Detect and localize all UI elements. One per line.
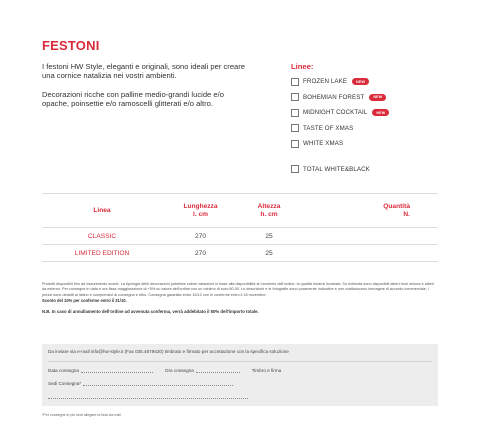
line-option-label: BOHEMIAN FOREST: [303, 93, 365, 101]
line-option-taste-of-xmas[interactable]: [291, 121, 441, 137]
cell-lunghezza: 270: [194, 249, 206, 257]
header-linea: Linea: [93, 206, 111, 214]
line-option-white-xmas[interactable]: [291, 136, 441, 152]
checkbox[interactable]: [291, 140, 299, 148]
cell-altezza: 25: [265, 249, 273, 257]
footnote: [42, 282, 438, 314]
order-form: [42, 344, 438, 406]
line-option-label: MIDNIGHT COCKTAIL: [303, 109, 368, 117]
cell-linea: LIMITED EDITION: [74, 249, 130, 257]
checkbox[interactable]: [291, 165, 299, 173]
sede-consegna-label: Sedi Consegna*: [48, 381, 82, 386]
table-row: [42, 245, 438, 262]
sede-consegna-input-extra[interactable]: [48, 394, 248, 399]
checkbox[interactable]: [291, 78, 299, 86]
divider: [48, 361, 432, 362]
page-title: FESTONI: [42, 38, 100, 53]
header-lunghezza: Lunghezza l. cm: [183, 202, 218, 218]
timbro-firma-field[interactable]: [252, 368, 281, 373]
line-option-frozen-lake[interactable]: [291, 74, 441, 90]
timbro-firma-label: Timbro e firma: [251, 368, 282, 373]
line-option-midnight-cocktail[interactable]: [291, 105, 441, 121]
new-badge: NEW: [369, 94, 386, 101]
footnote-discount: Sconto del 10% per conferme entro il 31/10.: [42, 298, 127, 304]
header-altezza: Altezza h. cm: [257, 202, 281, 218]
checkbox[interactable]: [291, 93, 299, 101]
new-badge: NEW: [372, 109, 389, 116]
line-option-label: TASTE OF XMAS: [303, 124, 354, 132]
checkbox[interactable]: [291, 109, 299, 117]
ora-consegna-input[interactable]: [196, 368, 240, 373]
cell-linea: CLASSIC: [87, 232, 117, 240]
sede-consegna-field[interactable]: [48, 381, 233, 386]
cell-lunghezza: 270: [194, 232, 206, 240]
data-consegna-label: Data consegna: [48, 368, 79, 373]
description: [42, 62, 252, 118]
table-row: [42, 228, 438, 245]
description-paragraph: I festoni HW Style, eleganti e originali, sono ideali per creare una cornice natalizia nei vostri ambienti.: [42, 62, 246, 81]
line-option-total-white-black[interactable]: [291, 162, 441, 178]
order-table: [42, 193, 438, 262]
header-quantita: Quantità N.: [383, 202, 410, 218]
line-option-bohemian-forest[interactable]: [291, 90, 441, 106]
cell-altezza: 25: [265, 232, 273, 240]
line-option-label: WHITE XMAS: [303, 140, 344, 148]
line-option-label: TOTAL WHITE&BLACK: [303, 165, 370, 173]
data-consegna-input[interactable]: [81, 368, 153, 373]
description-paragraph: Decorazioni ricche con palline medio-grandi lucide e/o opache, poinsettie e/o ramoscelli glitterati e/o altro.: [42, 89, 224, 109]
footnote-nb: N.B. In caso di annullamento dell'ordine ad avvenuta conferma, verrà addebitato il 50% dell'importo totale.: [42, 308, 259, 314]
data-consegna-field[interactable]: [48, 368, 153, 373]
footnote-text: Prodotti disponibili fino ad esaurimento scorte. La tipologia delle decorazioni potrebbe subire variazioni in base alla disponibilità al momento dell'ordine, la qualità rimarrà invariata. Su richiesta sono disponibili alberi fuori misura e alberi da esterno. Per consegne in data e ora fissa maggiorazione di +5% su valore dell'ordine con un minimo di euro 80,00. Le descrizioni e le fotografie sono puramente indicative e non costituiscono immagine di accordo commerciale, i prezzi sono dedotti al listino e comprensivi di consegna e ritiro. Consegna garantita entro 15/12 con le conferme entro il 18 novembre.: [42, 282, 435, 297]
table-header: [42, 193, 438, 228]
lines-title: Linee:: [291, 62, 314, 71]
new-badge: NEW: [352, 78, 369, 85]
ora-consegna-label: Ora consegna: [164, 368, 194, 373]
line-option-label: FROZEN LAKE: [303, 78, 348, 86]
bottom-note: *Per consegne in più sedi allegare la lista via mail: [42, 413, 121, 417]
checkbox[interactable]: [291, 124, 299, 132]
lines-panel: [291, 62, 441, 177]
sede-consegna-input[interactable]: [83, 381, 233, 386]
form-instructions: Da inviare via e-mail info@hw-style.it (Fax 035.4679420) timbrato e firmato per accettazione con la specifica soluzione: [48, 349, 289, 354]
ora-consegna-field[interactable]: [165, 368, 240, 373]
